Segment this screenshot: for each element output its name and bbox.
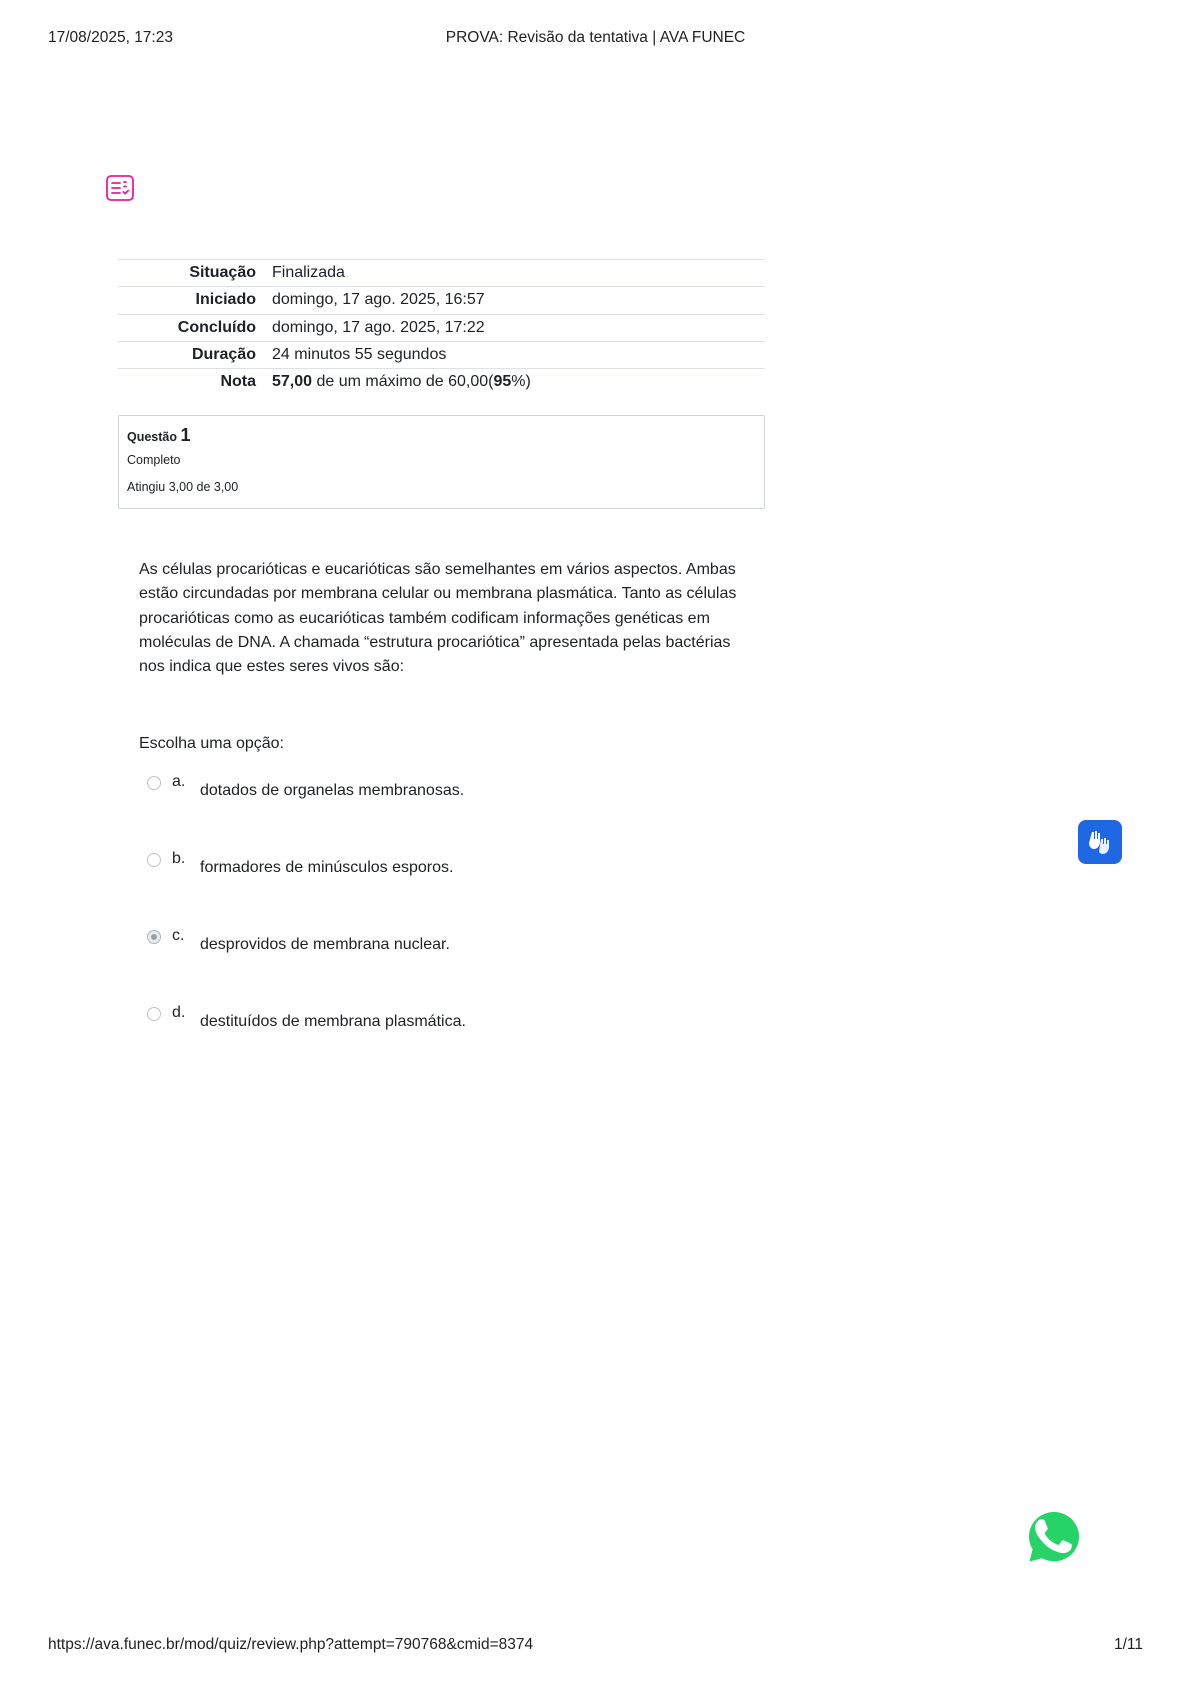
- print-url: https://ava.funec.br/mod/quiz/review.php?attempt=790768&cmid=8374: [48, 1636, 534, 1653]
- summary-value: 24 minutos 55 segundos: [272, 346, 447, 364]
- summary-value: domingo, 17 ago. 2025, 17:22: [272, 318, 485, 336]
- summary-row-iniciado: [118, 286, 765, 313]
- summary-value: domingo, 17 ago. 2025, 16:57: [272, 291, 485, 309]
- option-letter: d.: [172, 1004, 186, 1021]
- answer-option-c[interactable]: [147, 924, 707, 1001]
- radio-button[interactable]: [147, 853, 161, 867]
- question-number-value: 1: [180, 425, 191, 445]
- print-page-title: PROVA: Revisão da tentativa | AVA FUNEC: [445, 29, 746, 46]
- grade-percent: 95: [493, 373, 512, 391]
- print-timestamp: 17/08/2025, 17:23: [48, 29, 173, 46]
- summary-label: Situação: [189, 264, 256, 282]
- quiz-list-icon: [106, 175, 134, 201]
- summary-label: Nota: [220, 373, 256, 391]
- grade-max: de um máximo de 60,00(: [312, 373, 494, 391]
- radio-button-selected[interactable]: [147, 930, 161, 944]
- option-letter: b.: [172, 850, 186, 867]
- radio-button[interactable]: [147, 776, 161, 790]
- radio-button[interactable]: [147, 1007, 161, 1021]
- question-state: Completo: [127, 453, 181, 467]
- grade-suffix: %): [511, 373, 531, 391]
- option-text: dotados de organelas membranosas.: [200, 782, 465, 799]
- print-page-number: 1/11: [1113, 1636, 1143, 1653]
- print-header: [48, 29, 1143, 51]
- answer-options: [147, 770, 707, 1078]
- summary-row-nota: [118, 368, 765, 395]
- question-prefix: Questão: [127, 430, 178, 444]
- answer-option-b[interactable]: [147, 847, 707, 924]
- option-text: formadores de minúsculos esporos.: [200, 859, 454, 876]
- sign-language-hands-icon: [1086, 828, 1114, 856]
- choice-prompt: Escolha uma opção:: [139, 735, 284, 752]
- option-text: desprovidos de membrana nuclear.: [200, 936, 450, 953]
- summary-grade-value: [272, 373, 765, 391]
- option-letter: c.: [172, 927, 185, 944]
- whatsapp-icon[interactable]: [1027, 1510, 1081, 1564]
- vlibras-accessibility-button[interactable]: [1078, 820, 1122, 864]
- grade-score: 57,00: [272, 373, 313, 391]
- summary-row-duracao: [118, 341, 765, 368]
- option-letter: a.: [172, 773, 186, 790]
- summary-label: Concluído: [177, 318, 256, 336]
- summary-label: Duração: [191, 346, 256, 364]
- question-text: As células procarióticas e eucarióticas são semelhantes em vários aspectos. Ambas estão circundadas por membrana celular ou membrana plasmática. Tanto as células procarióticas como as eucarióticas também codificam informações genéticas em moléculas de DNA. A chamada “estrutura procariótica” apresentada pelas bactérias nos indica que estes seres vivos são:: [139, 561, 737, 676]
- summary-row-situacao: [118, 259, 765, 286]
- summary-label: Iniciado: [195, 291, 256, 309]
- question-grade: Atingiu 3,00 de 3,00: [127, 480, 239, 494]
- question-info-box: [118, 415, 765, 509]
- option-text: destituídos de membrana plasmática.: [200, 1013, 466, 1030]
- answer-option-a[interactable]: [147, 770, 707, 847]
- question-number: [127, 425, 756, 447]
- answer-option-d[interactable]: [147, 1001, 707, 1078]
- summary-value: Finalizada: [272, 264, 345, 282]
- attempt-summary-table: [118, 259, 765, 395]
- summary-row-concluido: [118, 314, 765, 341]
